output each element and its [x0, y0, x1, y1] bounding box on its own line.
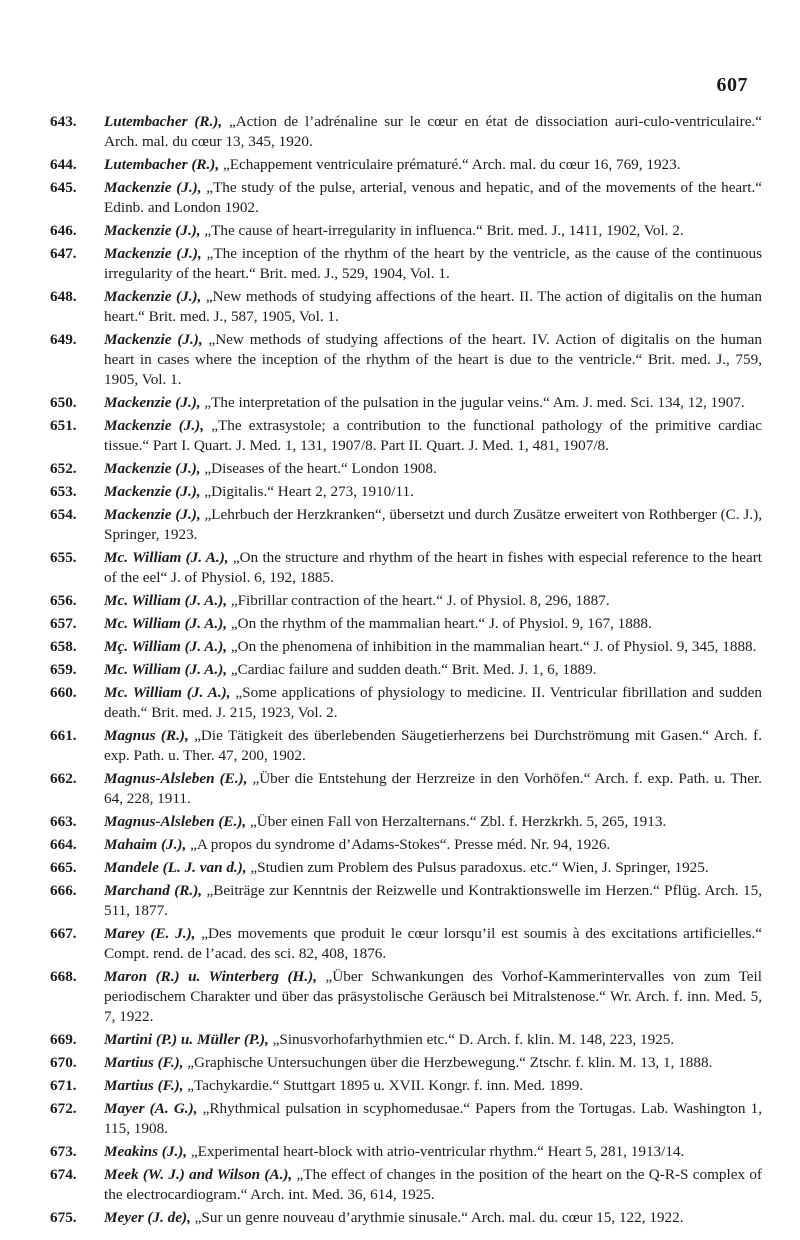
reference-citation: „Über Schwankungen des Vorhof-Kammerintervalles von zum Teil periodischem Charakter und über das präsystolische Geräusch bei Mitralstenose.“ Wr. Arch. f. inn. Med. 5, 7, 1922. [104, 968, 762, 1025]
reference-author: Meakins (J.), [104, 1143, 188, 1160]
reference-entry [50, 548, 762, 588]
reference-citation: „Rhythmical pulsation in scyphomedusae.“ Papers from the Tortugas. Lab. Washington 1, 115, 1908. [104, 1100, 762, 1137]
reference-entry [50, 1142, 762, 1162]
reference-author: Magnus-Alsleben (E.), [104, 813, 247, 830]
reference-entry [50, 221, 762, 241]
reference-citation: „On the structure and rhythm of the heart in fishes with especial reference to the heart of the eel“ J. of Physiol. 6, 192, 1885. [104, 549, 762, 586]
reference-entry [50, 637, 762, 657]
reference-author: Magnus (R.), [104, 727, 189, 744]
reference-citation: „Des movements que produit le cœur lorsqu’il est soumis à des excitations artificielles.“ Compt. rend. de l’acad. des sci. 82, 408, 1876. [104, 925, 762, 962]
reference-citation: „On the phenomena of inhibition in the mammalian heart.“ J. of Physiol. 9, 345, 1888. [227, 638, 757, 655]
reference-citation: „The effect of changes in the position of the heart on the Q-R-S complex of the electrocardiogram.“ Arch. int. Med. 36, 614, 1925. [104, 1166, 762, 1203]
reference-author: Mackenzie (J.), [104, 394, 201, 411]
reference-number: 648. [50, 288, 77, 305]
reference-author: Magnus-Alsleben (E.), [104, 770, 248, 787]
reference-author: Mc. William (J. A.), [104, 661, 228, 678]
reference-entry [50, 287, 762, 327]
reference-entry [50, 482, 762, 502]
reference-citation: „Studien zum Problem des Pulsus paradoxus. etc.“ Wien, J. Springer, 1925. [246, 859, 709, 876]
reference-author: Mc. William (J. A.), [104, 592, 228, 609]
reference-author: Mackenzie (J.), [104, 179, 202, 196]
reference-number: 655. [50, 549, 77, 566]
reference-number: 674. [50, 1166, 77, 1183]
reference-author: Mackenzie (J.), [104, 417, 205, 434]
reference-number: 675. [50, 1209, 77, 1226]
reference-number: 665. [50, 859, 77, 876]
reference-entry [50, 459, 762, 479]
reference-author: Lutembacher (R.), [104, 113, 223, 130]
reference-number: 669. [50, 1031, 77, 1048]
reference-citation: „Echappement ventriculaire prématuré.“ Arch. mal. du cœur 16, 769, 1923. [219, 156, 681, 173]
reference-entry [50, 812, 762, 832]
reference-author: Marchand (R.), [104, 882, 203, 899]
reference-entry [50, 155, 762, 175]
reference-citation: „Sinusvorhofarhythmien etc.“ D. Arch. f. klin. M. 148, 223, 1925. [268, 1031, 675, 1048]
reference-entry [50, 683, 762, 723]
reference-author: Mackenzie (J.), [104, 506, 201, 523]
reference-number: 668. [50, 968, 77, 985]
reference-entry [50, 416, 762, 456]
reference-author: Martini (P.) u. Müller (P.), [104, 1031, 269, 1048]
reference-citation: „The cause of heart-irregularity in influenca.“ Brit. med. J., 1411, 1902, Vol. 2. [200, 222, 684, 239]
reference-entry [50, 1076, 762, 1096]
reference-citation: „Digitalis.“ Heart 2, 273, 1910/11. [200, 483, 414, 500]
reference-number: 671. [50, 1077, 77, 1094]
reference-citation: „The inception of the rhythm of the heart by the ventricle, as the cause of the continuous irregularity of the heart.“ Brit. med. J., 529, 1904, Vol. 1. [104, 245, 762, 282]
reference-number: 662. [50, 770, 77, 787]
reference-author: Mç. William (J. A.), [104, 638, 228, 655]
reference-author: Meyer (J. de), [104, 1209, 191, 1226]
reference-author: Mackenzie (J.), [104, 245, 202, 262]
reference-number: 649. [50, 331, 77, 348]
reference-entry [50, 726, 762, 766]
reference-citation: „New methods of studying affections of the heart. II. The action of digitalis on the human heart.“ Brit. med. J., 587, 1905, Vol. 1. [104, 288, 762, 325]
reference-number: 664. [50, 836, 77, 853]
reference-entry [50, 967, 762, 1027]
reference-number: 659. [50, 661, 77, 678]
reference-number: 646. [50, 222, 77, 239]
reference-entry [50, 244, 762, 284]
reference-entry [50, 1099, 762, 1139]
reference-entry [50, 591, 762, 611]
reference-entry [50, 505, 762, 545]
reference-number: 663. [50, 813, 77, 830]
reference-author: Lutembacher (R.), [104, 156, 220, 173]
reference-number: 670. [50, 1054, 77, 1071]
reference-citation: „A propos du syndrome d’Adams-Stokes“. Presse méd. Nr. 94, 1926. [186, 836, 611, 853]
reference-number: 644. [50, 156, 77, 173]
reference-number: 650. [50, 394, 77, 411]
reference-citation: „Experimental heart-block with atrio-ventricular rhythm.“ Heart 5, 281, 1913/14. [187, 1143, 685, 1160]
reference-author: Mackenzie (J.), [104, 288, 202, 305]
reference-number: 666. [50, 882, 77, 899]
reference-number: 673. [50, 1143, 77, 1160]
reference-number: 647. [50, 245, 77, 262]
reference-author: Meek (W. J.) and Wilson (A.), [104, 1166, 293, 1183]
reference-citation: „Action de l’adrénaline sur le cœur en état de dissociation auri-culo-ventriculaire.“ Arch. mal. du cœur 13, 345, 1920. [104, 113, 762, 150]
reference-list [50, 112, 762, 1231]
reference-author: Marey (E. J.), [104, 925, 196, 942]
reference-number: 657. [50, 615, 77, 632]
reference-entry [50, 769, 762, 809]
reference-author: Mayer (A. G.), [104, 1100, 198, 1117]
reference-author: Mackenzie (J.), [104, 331, 203, 348]
reference-number: 645. [50, 179, 77, 196]
reference-number: 660. [50, 684, 77, 701]
reference-citation: „Über die Entstehung der Herzreize in den Vorhöfen.“ Arch. f. exp. Path. u. Ther. 64, 228, 1911. [104, 770, 762, 807]
reference-entry [50, 178, 762, 218]
reference-entry [50, 835, 762, 855]
page-number: 607 [716, 74, 748, 96]
reference-entry [50, 881, 762, 921]
reference-author: Mackenzie (J.), [104, 460, 201, 477]
reference-citation: „Die Tätigkeit des überlebenden Säugetierherzens bei Durchströmung mit Gasen.“ Arch. f. exp. Path. u. Ther. 47, 200, 1902. [104, 727, 762, 764]
reference-author: Mackenzie (J.), [104, 483, 201, 500]
reference-author: Martius (F.), [104, 1054, 184, 1071]
reference-citation: „Über einen Fall von Herzalternans.“ Zbl. f. Herzkrkh. 5, 265, 1913. [246, 813, 667, 830]
reference-citation: „The extrasystole; a contribution to the functional pathology of the primitive cardiac tissue.“ Part I. Quart. J. Med. 1, 131, 1907/8. Part II. Quart. J. Med. 1, 481, 1907/8. [104, 417, 763, 454]
reference-citation: „Diseases of the heart.“ London 1908. [200, 460, 437, 477]
reference-author: Mahaim (J.), [104, 836, 187, 853]
reference-entry [50, 1208, 762, 1228]
reference-number: 652. [50, 460, 77, 477]
reference-number: 656. [50, 592, 77, 609]
reference-entry [50, 1030, 762, 1050]
reference-entry [50, 112, 762, 152]
reference-entry [50, 924, 762, 964]
reference-citation: „Tachykardie.“ Stuttgart 1895 u. XVII. Kongr. f. inn. Med. 1899. [183, 1077, 584, 1094]
reference-author: Mandele (L. J. van d.), [104, 859, 247, 876]
reference-number: 672. [50, 1100, 77, 1117]
reference-citation: „On the rhythm of the mammalian heart.“ J. of Physiol. 9, 167, 1888. [227, 615, 652, 632]
reference-author: Martius (F.), [104, 1077, 184, 1094]
reference-citation: „Some applications of physiology to medicine. II. Ventricular fibrillation and sudden death.“ Brit. med. J. 215, 1923, Vol. 2. [104, 684, 762, 721]
reference-entry [50, 1053, 762, 1073]
reference-entry [50, 393, 762, 413]
reference-citation: „The interpretation of the pulsation in the jugular veins.“ Am. J. med. Sci. 134, 12, 1907. [200, 394, 745, 411]
reference-number: 658. [50, 638, 77, 655]
reference-author: Mackenzie (J.), [104, 222, 201, 239]
reference-entry [50, 330, 762, 390]
reference-entry [50, 660, 762, 680]
reference-citation: „Sur un genre nouveau d’arythmie sinusale.“ Arch. mal. du. cœur 15, 122, 1922. [190, 1209, 684, 1226]
reference-citation: „Lehrbuch der Herzkranken“, übersetzt und durch Zusätze erweitert von Rothberger (C. J.), Springer, 1923. [104, 506, 762, 543]
reference-number: 643. [50, 113, 77, 130]
reference-number: 653. [50, 483, 77, 500]
reference-citation: „Fibrillar contraction of the heart.“ J. of Physiol. 8, 296, 1887. [227, 592, 610, 609]
reference-number: 651. [50, 417, 77, 434]
reference-number: 667. [50, 925, 77, 942]
reference-author: Mc. William (J. A.), [104, 615, 228, 632]
reference-citation: „New methods of studying affections of the heart. IV. Action of digitalis on the human heart in cases where the inception of the rhythm of the heart is due to the ventricle.“ Brit. med. J., 759, 1905, Vol. 1. [104, 331, 762, 388]
reference-number: 661. [50, 727, 77, 744]
reference-number: 654. [50, 506, 77, 523]
reference-citation: „The study of the pulse, arterial, venous and hepatic, and of the movements of the heart.“ Edinb. and London 1902. [104, 179, 762, 216]
reference-citation: „Cardiac failure and sudden death.“ Brit. Med. J. 1, 6, 1889. [227, 661, 597, 678]
reference-author: Maron (R.) u. Winterberg (H.), [104, 968, 318, 985]
reference-entry [50, 614, 762, 634]
reference-entry [50, 1165, 762, 1205]
reference-citation: „Graphische Untersuchungen über die Herzbewegung.“ Ztschr. f. klin. M. 13, 1, 1888. [183, 1054, 713, 1071]
reference-entry [50, 858, 762, 878]
reference-citation: „Beiträge zur Kenntnis der Reizwelle und Kontraktionswelle im Herzen.“ Pflüg. Arch. 15, 511, 1877. [104, 882, 762, 919]
reference-author: Mc. William (J. A.), [104, 549, 229, 566]
reference-author: Mc. William (J. A.), [104, 684, 231, 701]
